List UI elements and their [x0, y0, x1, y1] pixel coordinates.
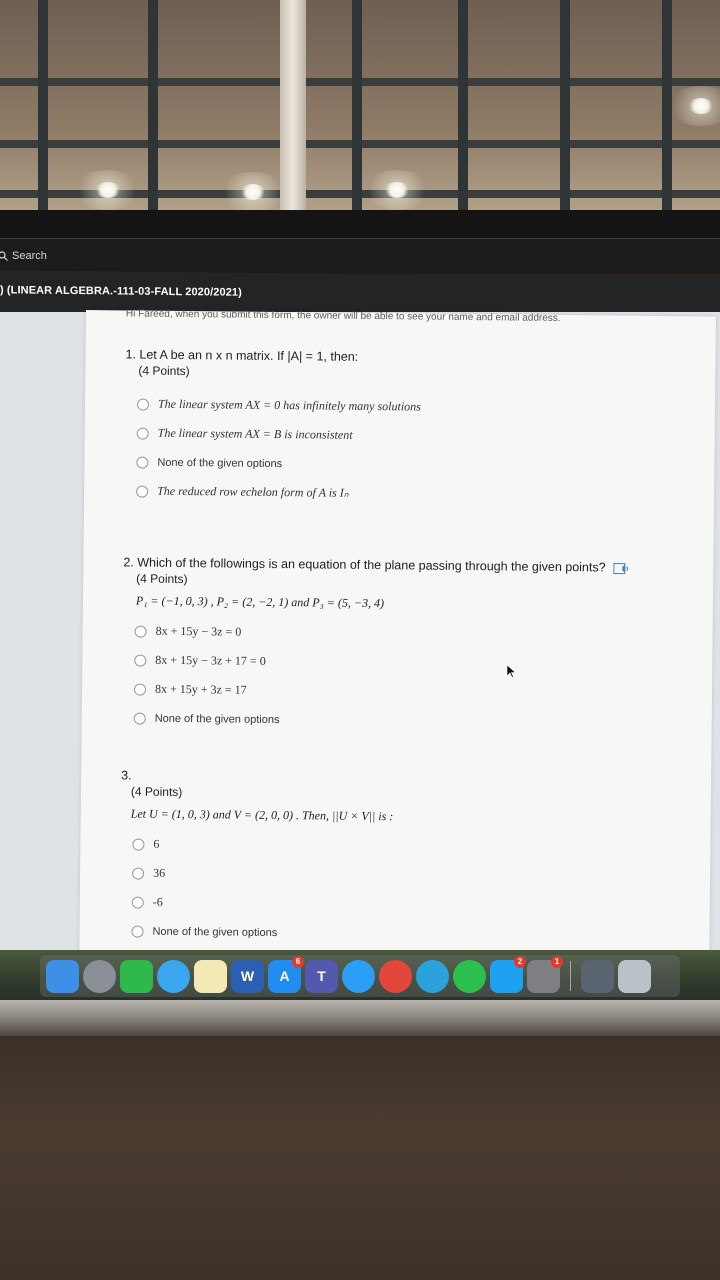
option-label: 8x + 15y − 3z + 17 = 0 [155, 652, 266, 668]
option-label: 8x + 15y + 3z = 17 [154, 681, 247, 697]
telegram-icon[interactable] [416, 960, 449, 993]
option-list [119, 829, 393, 948]
ceiling-light [688, 98, 714, 114]
ceiling-light [95, 182, 121, 198]
radio-button[interactable] [137, 398, 149, 410]
ceiling-beam [560, 0, 570, 225]
ceiling-beam [38, 0, 48, 225]
question-1 [124, 347, 421, 508]
radio-button[interactable] [132, 838, 144, 850]
course-title: ) (LINEAR ALGEBRA.-111-03-FALL 2020/2021) [0, 284, 242, 299]
finder-icon[interactable] [46, 960, 79, 993]
option-label: None of the given options [154, 712, 280, 726]
option-list [122, 616, 629, 737]
ceiling-beam [148, 0, 158, 225]
chrome-icon[interactable] [379, 960, 412, 993]
option-label: The reduced row echelon form of A is Iₙ [157, 483, 349, 500]
laptop-edge [0, 1000, 720, 1036]
system-preferences-icon[interactable] [527, 956, 560, 993]
question-points: (4 Points) [138, 363, 190, 379]
option-label: The linear system AX = B is inconsistent [157, 425, 353, 442]
app-store-glyph: A [279, 968, 290, 984]
mouse-cursor-icon [507, 665, 516, 678]
radio-button[interactable] [136, 456, 148, 468]
ceiling-light [384, 182, 410, 198]
twitter-icon[interactable] [490, 956, 523, 993]
question-text: 1. Let A be an n x n matrix. If |A| = 1, then: [125, 347, 359, 364]
option-label: 6 [153, 836, 160, 851]
option-label: 8x + 15y − 3z = 0 [155, 623, 242, 639]
option-label: None of the given options [152, 925, 278, 939]
question-text: 3. [121, 768, 132, 783]
radio-button[interactable] [131, 925, 143, 937]
option-3[interactable] [120, 887, 393, 919]
teams-icon[interactable] [305, 960, 338, 993]
question-math: Let U = (1, 0, 3) and V = (2, 0, 0) . Then, ||U × V|| is : [130, 806, 394, 824]
browser-search-bar [0, 238, 720, 274]
question-points: (4 Points) [136, 571, 188, 587]
question-3 [119, 768, 393, 948]
search-icon [0, 251, 8, 261]
notification-badge: 1 [551, 956, 563, 968]
screenshot-thumbnail-icon[interactable] [581, 960, 614, 993]
question-math: P₁ = (−1, 0, 3) , P₂ = (2, −2, 1) and P₃ = (5, −3, 4) [135, 593, 385, 611]
option-label: -6 [152, 894, 163, 909]
carpet-floor [0, 1036, 720, 1280]
question-points: (4 Points) [130, 784, 183, 800]
option-label: The linear system AX = 0 has infinitely many solutions [157, 396, 421, 414]
option-4[interactable] [119, 916, 392, 948]
option-label: None of the given options [157, 456, 283, 470]
messages-icon[interactable] [157, 960, 190, 993]
radio-button[interactable] [136, 485, 148, 497]
search-box[interactable] [0, 244, 300, 268]
dock [40, 955, 680, 997]
submission-notice: Hi Fareed, when you submit this form, the owner will be able to see your name and email address. [125, 308, 561, 324]
radio-button[interactable] [137, 427, 149, 439]
dock-separator [570, 961, 571, 991]
radio-button[interactable] [135, 625, 147, 637]
ceiling-light [240, 184, 266, 200]
trash-icon[interactable] [618, 960, 651, 993]
word-glyph: W [240, 968, 255, 984]
search-label: Search [12, 250, 47, 262]
notes-icon[interactable] [194, 960, 227, 993]
ceiling-background [0, 0, 720, 225]
teams-glyph: T [317, 968, 326, 984]
word-icon[interactable] [231, 960, 264, 993]
app-store-icon[interactable] [268, 956, 301, 993]
question-2 [122, 555, 630, 737]
ceiling-beam [352, 0, 362, 225]
radio-button[interactable] [134, 654, 146, 666]
monitor-bezel [0, 210, 720, 240]
radio-button[interactable] [132, 896, 144, 908]
safari-icon[interactable] [342, 960, 375, 993]
option-list [124, 389, 421, 508]
option-4[interactable] [124, 476, 420, 508]
radio-button[interactable] [134, 712, 146, 724]
option-1[interactable] [120, 829, 393, 861]
option-3[interactable] [124, 447, 420, 479]
notification-badge: 6 [292, 956, 304, 968]
option-2[interactable] [125, 418, 421, 450]
whatsapp-icon[interactable] [453, 960, 486, 993]
question-text-content: 2. Which of the followings is an equation of the plane passing through the given points? [123, 555, 606, 575]
radio-button[interactable] [132, 867, 144, 879]
ceiling-beam [458, 0, 468, 225]
option-2[interactable] [120, 858, 393, 890]
notification-badge: 2 [514, 956, 526, 968]
form-card [79, 310, 716, 967]
radio-button[interactable] [134, 683, 146, 695]
support-column [280, 0, 306, 212]
immersive-reader-icon[interactable] [613, 562, 629, 574]
option-label: 36 [153, 865, 166, 880]
option-4[interactable] [122, 703, 628, 737]
facetime-icon[interactable] [120, 960, 153, 993]
option-1[interactable] [125, 389, 421, 421]
launchpad-icon[interactable] [83, 960, 116, 993]
